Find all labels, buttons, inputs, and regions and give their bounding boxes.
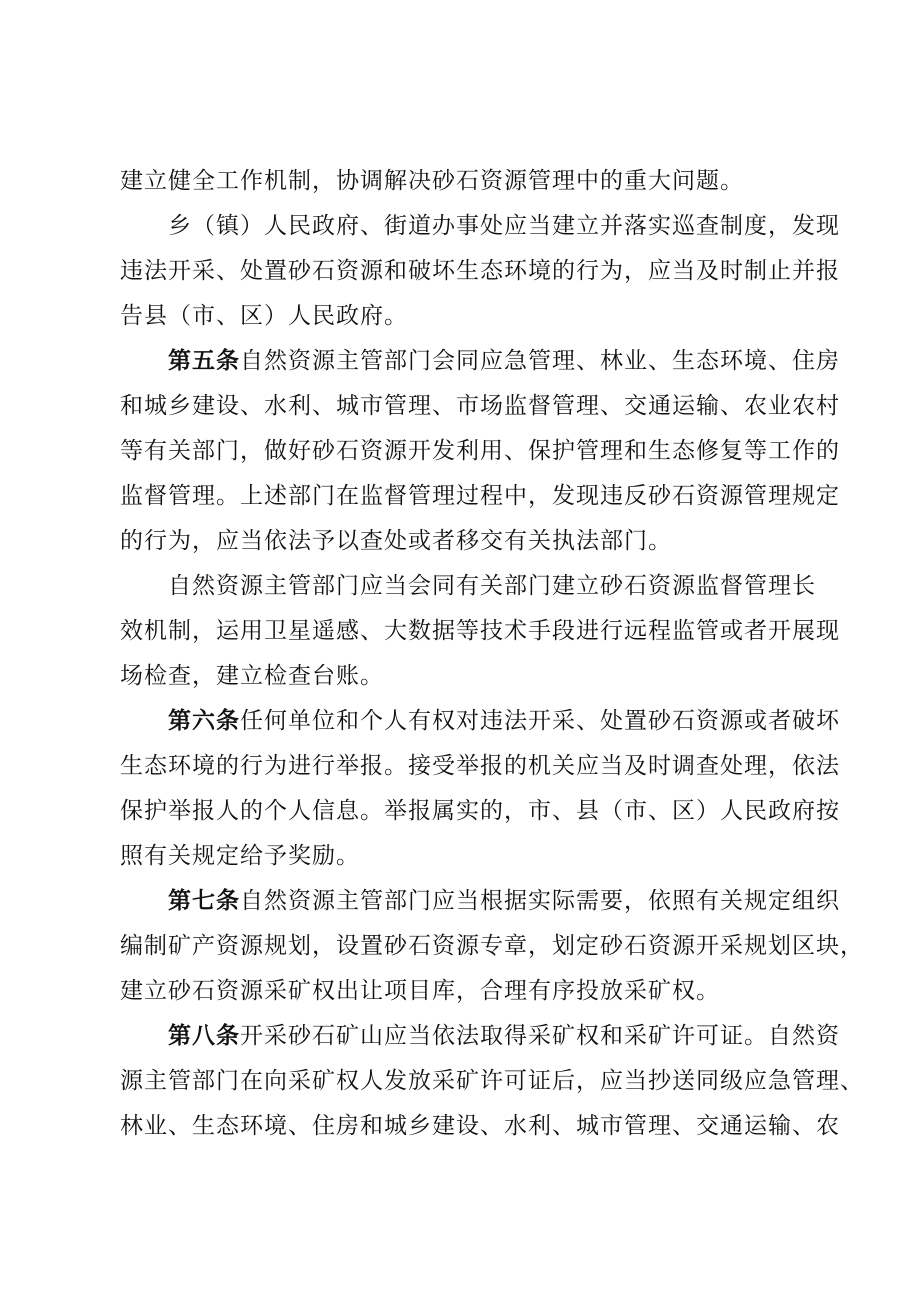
paragraph-line xyxy=(120,298,800,334)
line-text: 开采砂石矿山应当依法取得采矿权和采矿许可证。自然资 xyxy=(240,1023,840,1049)
line-text: 乡（镇）人民政府、街道办事处应当建立并落实巡查制度，发现 xyxy=(168,213,840,239)
line-text: 自然资源主管部门应当会同有关部门建立砂石资源监督管理长 xyxy=(168,573,816,599)
line-text: 建立健全工作机制，协调解决砂石资源管理中的重大问题。 xyxy=(120,168,744,194)
line-text: 建立砂石资源采矿权出让项目库，合理有序投放采矿权。 xyxy=(120,978,720,1004)
paragraph-line xyxy=(120,1108,840,1144)
article-6-line xyxy=(168,703,840,739)
article-heading: 第八条 xyxy=(168,1023,240,1049)
paragraph-line xyxy=(120,658,800,694)
paragraph-line xyxy=(120,253,840,289)
line-text: 林业、生态环境、住房和城乡建设、水利、城市管理、交通运输、农 xyxy=(120,1113,840,1139)
line-text: 照有关规定给予奖励。 xyxy=(120,843,360,869)
paragraph-line xyxy=(120,613,840,649)
article-8-line xyxy=(168,1018,840,1054)
article-heading: 第六条 xyxy=(168,708,240,734)
paragraph-line xyxy=(120,748,840,784)
paragraph-line xyxy=(168,208,840,244)
line-text: 等有关部门，做好砂石资源开发利用、保护管理和生态修复等工作的 xyxy=(120,438,840,464)
article-heading: 第七条 xyxy=(168,888,240,914)
line-text: 违法开采、处置砂石资源和破坏生态环境的行为，应当及时制止并报 xyxy=(120,258,840,284)
line-text: 源主管部门在向采矿权人发放采矿许可证后，应当抄送同级应急管理、 xyxy=(120,1068,864,1094)
line-text: 告县（市、区）人民政府。 xyxy=(120,303,408,329)
paragraph-line xyxy=(120,478,840,514)
line-text: 生态环境的行为进行举报。接受举报的机关应当及时调查处理，依法 xyxy=(120,753,840,779)
paragraph-line xyxy=(120,928,864,964)
paragraph-line xyxy=(120,523,800,559)
line-text: 自然资源主管部门应当根据实际需要，依照有关规定组织 xyxy=(240,888,840,914)
paragraph-line xyxy=(120,793,840,829)
line-text: 效机制，运用卫星遥感、大数据等技术手段进行远程监管或者开展现 xyxy=(120,618,840,644)
line-text: 和城乡建设、水利、城市管理、市场监督管理、交通运输、农业农村 xyxy=(120,393,840,419)
article-heading: 第五条 xyxy=(168,348,240,374)
paragraph-line xyxy=(120,388,840,424)
line-text: 任何单位和个人有权对违法开采、处置砂石资源或者破坏 xyxy=(240,708,840,734)
paragraph-line xyxy=(168,568,816,604)
article-7-line xyxy=(168,883,840,919)
line-text: 的行为，应当依法予以查处或者移交有关执法部门。 xyxy=(120,528,672,554)
line-text: 编制矿产资源规划，设置砂石资源专章，划定砂石资源开采规划区块， xyxy=(120,933,864,959)
paragraph-line xyxy=(120,433,840,469)
paragraph-line xyxy=(120,838,800,874)
line-text: 监督管理。上述部门在监督管理过程中，发现违反砂石资源管理规定 xyxy=(120,483,840,509)
line-text: 保护举报人的个人信息。举报属实的，市、县（市、区）人民政府按 xyxy=(120,798,840,824)
article-5-line xyxy=(168,343,840,379)
paragraph-line xyxy=(120,163,800,199)
paragraph-line xyxy=(120,973,800,1009)
paragraph-line xyxy=(120,1063,864,1099)
line-text: 场检查，建立检查台账。 xyxy=(120,663,384,689)
line-text: 自然资源主管部门会同应急管理、林业、生态环境、住房 xyxy=(240,348,840,374)
